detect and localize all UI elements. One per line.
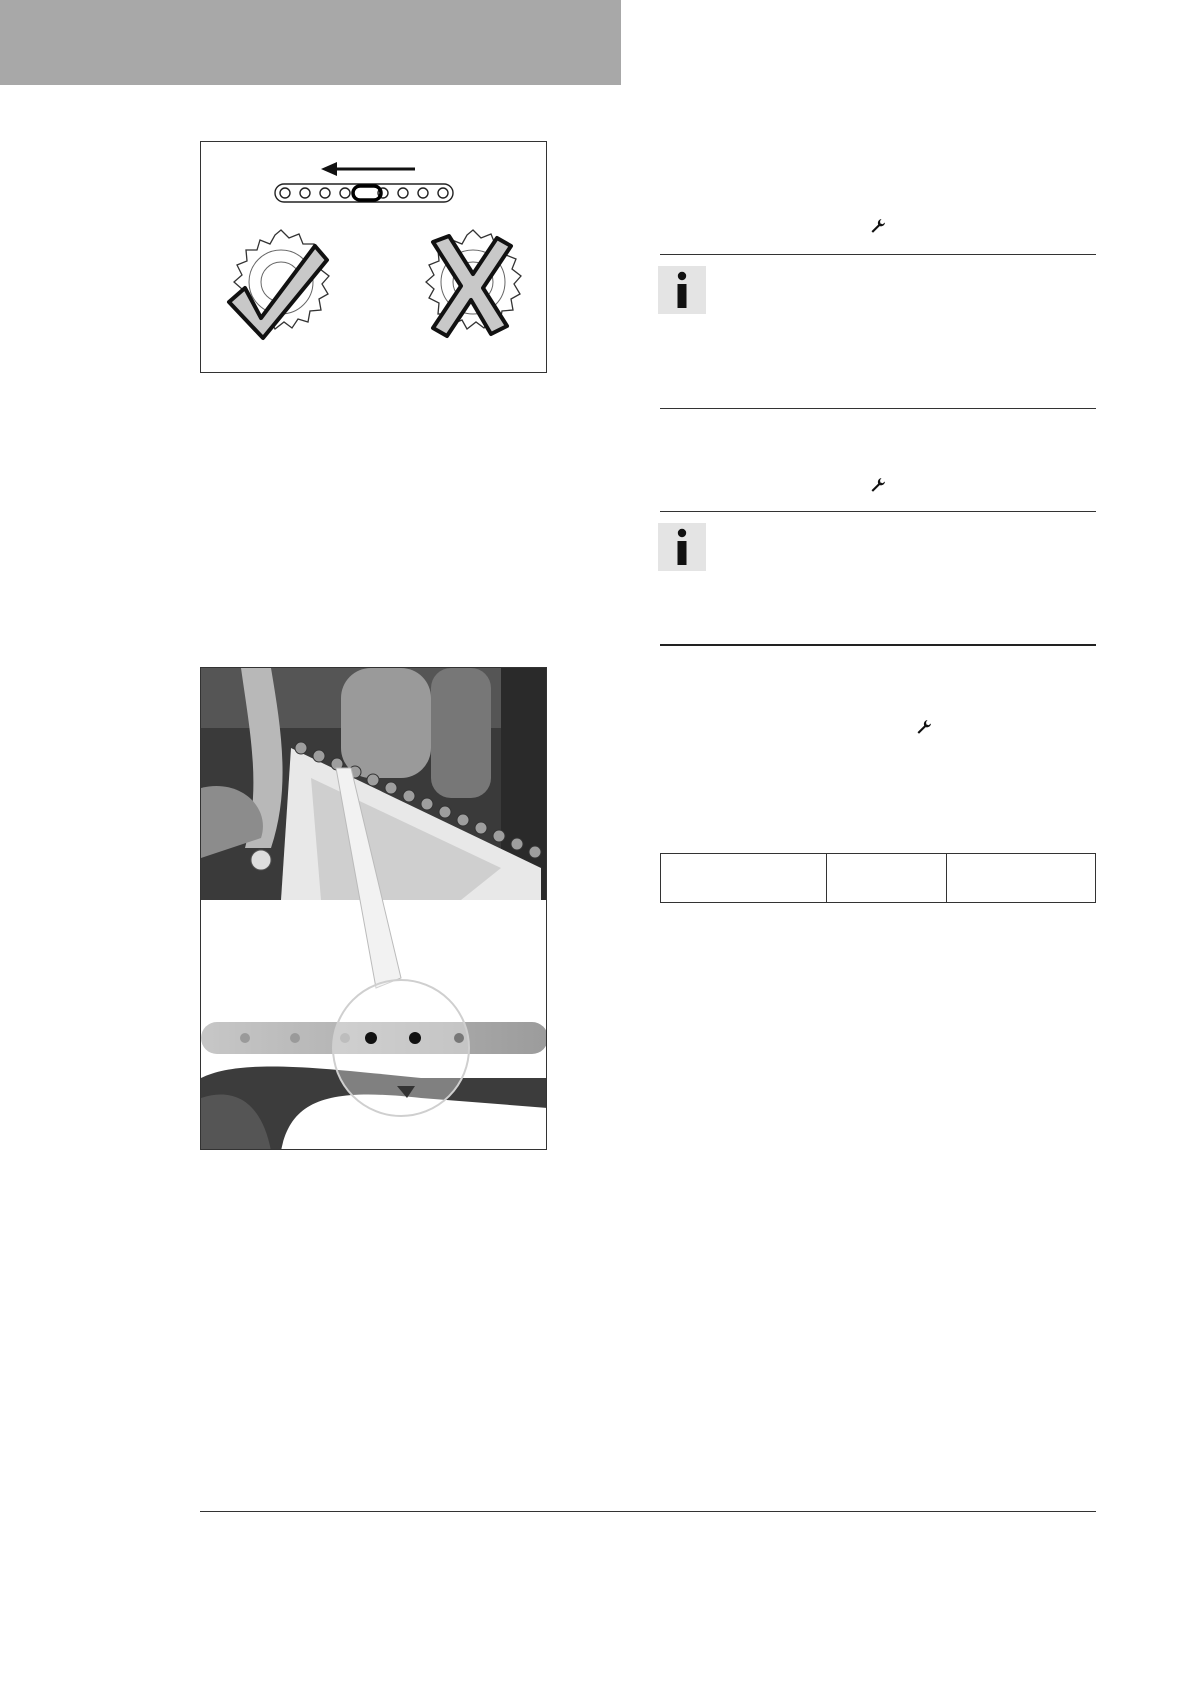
header-bar [0,0,621,85]
wrench-icon [916,719,932,735]
divider-rule [660,254,1096,255]
chain-drawing [275,184,453,202]
chain-sprocket-diagram [201,142,547,373]
footer-rule [200,1511,1096,1512]
table-cell [661,854,827,903]
arrow-left-icon [321,162,415,176]
wrench-icon [870,218,886,234]
table-cell [827,854,947,903]
divider-rule [660,408,1096,409]
section-rule [660,644,1096,646]
info-icon [658,523,706,571]
wrench-icon [870,477,886,493]
divider-rule [660,511,1096,512]
info-icon [658,266,706,314]
chain-guide-figure [200,667,547,1150]
table-cell [947,854,1096,903]
chain-guide-photo [201,668,547,1150]
spec-table [660,853,1096,903]
chain-sprocket-figure [200,141,547,373]
table-row [661,854,1096,903]
